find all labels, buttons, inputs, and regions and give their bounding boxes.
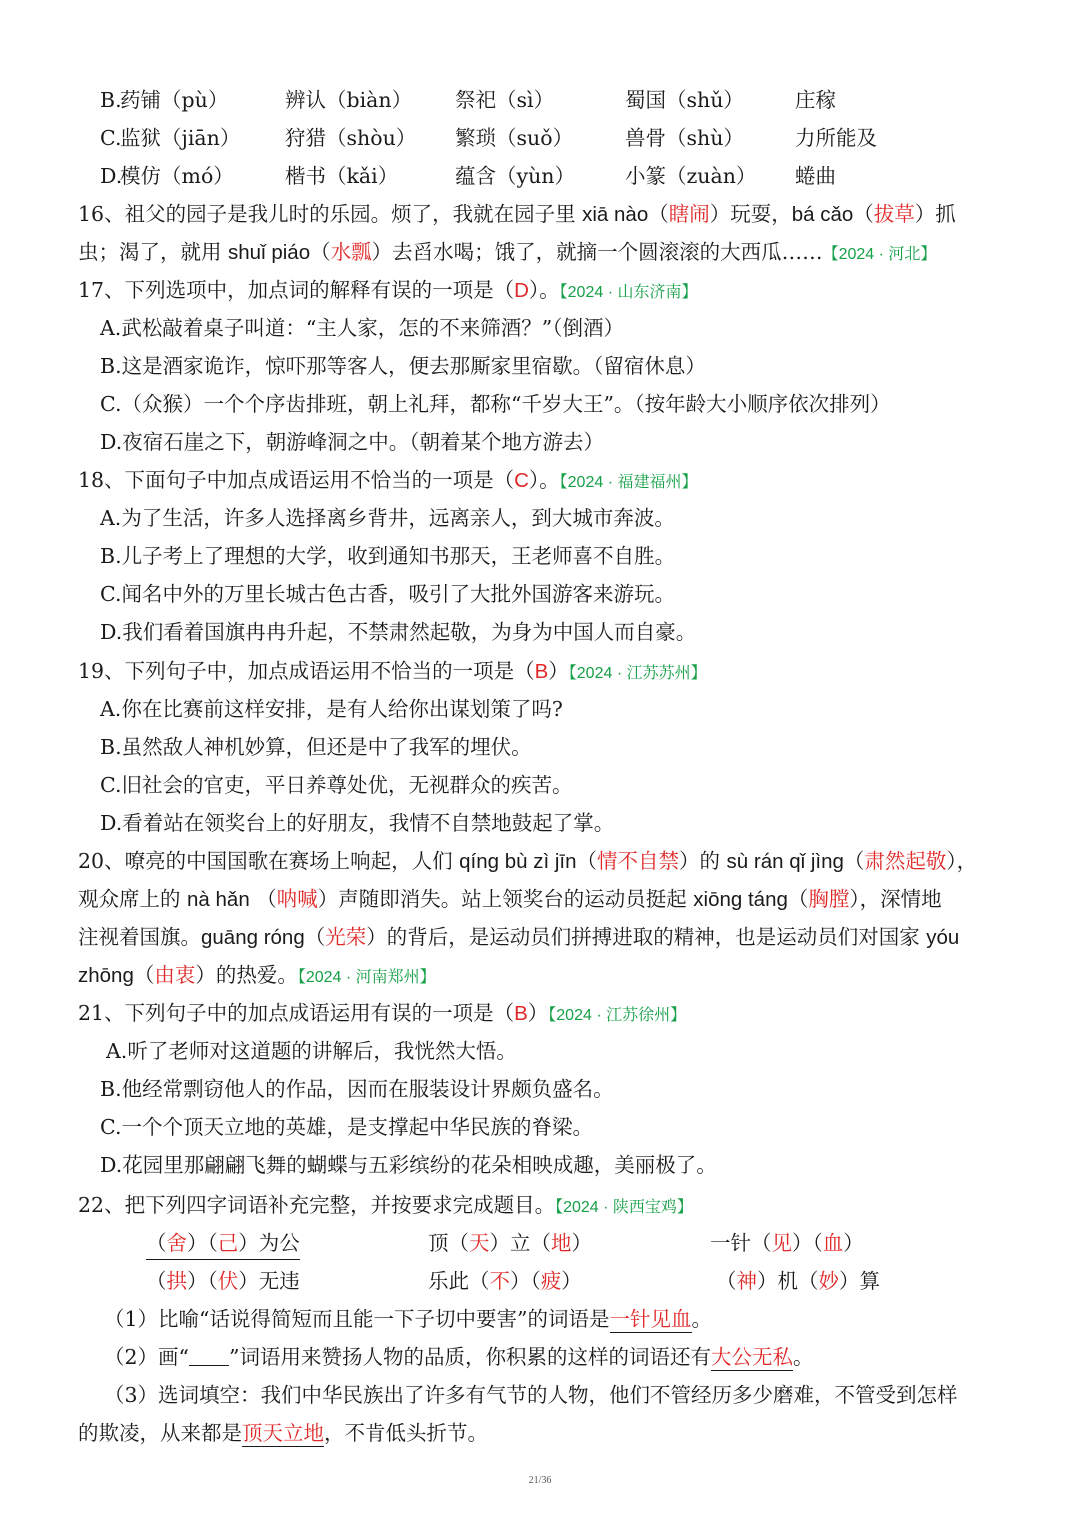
q22-sub-1-answer: 一针见血 — [609, 1307, 692, 1331]
q19-option-a: A.你在比赛前这样安排，是有人给你出谋划策了吗? — [100, 697, 563, 721]
q20-line-1: 20、嘹亮的中国国歌在赛场上响起，人们 qíng bù zì jīn（情不自禁）的 sù rán qǐ jìng（肃然起敬）， — [78, 849, 978, 873]
q21-answer: B — [514, 1002, 528, 1025]
q22-idiom-1: （舍）（己）为公 — [146, 1228, 300, 1260]
q17-source-tag: 【2024 · 山东济南】 — [559, 284, 698, 301]
q17-option-b: B.这是酒家诡诈，惊吓那等客人，便去那厮家里宿歇。（留宿休息） — [100, 354, 706, 378]
q16-answer-3: 水瓢 — [330, 240, 372, 264]
q22-source-tag: 【2024 · 陕西宝鸡】 — [555, 1199, 693, 1216]
q18-option-c: C.闻名中外的万里长城古色古香，吸引了大批外国游客来游玩。 — [100, 582, 675, 606]
q20-answer-3: 呐喊 — [276, 887, 318, 911]
q22-sub-1: （1）比喻“话说得简短而且能一下子切中要害”的词语是一针见血。 — [104, 1307, 713, 1331]
q22-sub-3-answer: 顶天立地 — [242, 1421, 324, 1445]
q22-sub-2: （2）画“ ”词语用来赞扬人物的品质，你积累的这样的词语还有大公无私。 — [104, 1345, 814, 1369]
q20-source-tag: 【2024 · 河南郑州】 — [297, 969, 436, 986]
q19-option-c: C.旧社会的官吏，平日养尊处优，无视群众的疾苦。 — [100, 773, 573, 797]
q21-option-a: A.听了老师对这道题的讲解后，我恍然大悟。 — [106, 1039, 517, 1063]
q21-option-c: C.一个个顶天立地的英雄，是支撑起中华民族的脊梁。 — [100, 1115, 593, 1139]
q20-line-4: zhōng（由衷）的热爱。【2024 · 河南郑州】 — [78, 963, 436, 987]
q19-option-b: B.虽然敌人神机妙算，但还是中了我军的埋伏。 — [100, 735, 532, 759]
q18-option-d: D.我们看着国旗冉冉升起，不禁肃然起敬，为身为中国人而自豪。 — [100, 620, 697, 644]
q22-idiom-4: （拱）（伏）无违 — [146, 1269, 300, 1293]
q16-line-2: 虫；渴了，就用 shuǐ piáo（水瓢）去舀水喝；饿了，就摘一个圆滚滚的大西瓜……【2024 · 河北】 — [78, 240, 937, 264]
q21-stem: 21、下列句子中的加点成语运用有误的一项是（B）【2024 · 江苏徐州】 — [78, 1001, 687, 1025]
q19-option-d: D.看着站在领奖台上的好朋友，我情不自禁地鼓起了掌。 — [100, 811, 615, 835]
q17-option-a: A.武松敲着桌子叫道：“主人家，怎的不来筛酒？”（倒酒） — [100, 316, 625, 340]
q21-option-b: B.他经常剽窃他人的作品，因而在服装设计界颇负盛名。 — [100, 1077, 614, 1101]
q22-stem: 22、把下列四字词语补充完整，并按要求完成题目。【2024 · 陕西宝鸡】 — [78, 1193, 693, 1217]
q17-option-c: C.（众猴）一个个序齿排班，朝上礼拜，都称“千岁大王”。（按年龄大小顺序依次排列） — [100, 392, 891, 416]
q17-stem: 17、下列选项中，加点词的解释有误的一项是（D）。【2024 · 山东济南】 — [78, 278, 698, 302]
q22-idiom-6: （神）机（妙）算 — [716, 1269, 880, 1293]
q20-line-2: 观众席上的 nà hǎn （呐喊）声随即消失。站上领奖台的运动员挺起 xiōng táng（胸膛），深情地 — [78, 887, 942, 911]
q22-sub-2-answer: 大公无私 — [711, 1345, 794, 1369]
q19-source-tag: 【2024 · 江苏苏州】 — [568, 665, 707, 682]
q21-source-tag: 【2024 · 江苏徐州】 — [548, 1007, 687, 1024]
q16-answer-2: 拔草 — [873, 202, 915, 226]
q22-idiom-5: 乐此（不）（疲） — [428, 1269, 582, 1293]
q19-answer: B — [534, 660, 549, 683]
q18-stem: 18、下面句子中加点成语运用不恰当的一项是（C）。【2024 · 福建福州】 — [78, 468, 698, 492]
q22-sub-3-line-1: （3）选词填空：我们中华民族出了许多有气节的人物，他们不管经历多少磨难，不管受到怎样 — [104, 1383, 958, 1407]
q21-option-d: D.花园里那翩翩飞舞的蝴蝶与五彩缤纷的花朵相映成趣，美丽极了。 — [100, 1153, 717, 1177]
q22-idiom-3: 一针（见）（血） — [710, 1231, 864, 1255]
q18-option-a: A.为了生活，许多人选择离乡背井，远离亲人，到大城市奔波。 — [100, 506, 675, 530]
q17-answer: D — [514, 279, 529, 302]
q20-line-3: 注视着国旗。guāng róng（光荣）的背后，是运动员们拼搏进取的精神，也是运动员们对国家 yóu — [78, 925, 960, 949]
q20-answer-2: 肃然起敬 — [864, 849, 947, 873]
q22-sub-3-line-2: 的欺凌，从来都是顶天立地，不肯低头折节。 — [78, 1421, 488, 1445]
q18-option-b: B.儿子考上了理想的大学，收到通知书那天，王老师喜不自胜。 — [100, 544, 676, 568]
q20-answer-6: 由衷 — [154, 963, 196, 987]
underline-sample — [189, 1345, 229, 1366]
q16-line-1: 16、祖父的园子是我儿时的乐园。烦了，我就在园子里 xiā nào（瞎闹）玩耍，bá cǎo（拔草）抓 — [78, 202, 956, 226]
q16-source-tag: 【2024 · 河北】 — [822, 246, 937, 263]
worksheet-page: B. 药铺（pù） 辨认（biàn） 祭祀（sì） 蜀国（shǔ） 庄稼 C. 监狱（jiān） 狩猎（shòu） 繁琐（suǒ） 兽骨（shù） 力所能及 D. 模仿（mó） 楷书（kǎi） 蕴含（yùn） 小篆（zuàn） 蜷曲 16、祖父的园子是我儿时的乐园。烦了，我就在园子里 xiā nào（瞎闹）玩耍，bá cǎo（拔草）抓 虫；渴了，就用 shuǐ piáo（水瓢）去舀水喝；饿了，就摘一个圆滚滚的大西瓜……【2024 · 河北】 17、下列选项中，加点词的解释有误的一项是（D）。【2024 · 山东济南】 A.武松敲着桌子叫道：“主人家，怎的不来筛酒？”（倒酒） B.这是酒家诡诈，惊吓那等客人，便去那厮家里宿歇。（留宿休息） C.（众猴）一个个序齿排班，朝上礼拜，都称“千岁大王”。（按年龄大小顺序依次排列） D.夜宿石崖之下，朝游峰洞之中。（朝着某个地方游去） 18、下面句子中加点成语运用不恰当的一项是（C）。【2024 · 福建福州】 A.为了生活，许多人选择离乡背井，远离亲人，到大城市奔波。 B.儿子考上了理想的大学，收到通知书那天，王老师喜不自胜。 C.闻名中外的万里长城古色古香，吸引了大批外国游客来游玩。 D.我们看着国旗冉冉升起，不禁肃然起敬，为身为中国人而自豪。 19、下列句子中，加点成语运用不恰当的一项是（B）【2024 · 江苏苏州】 A.你在比赛前这样安排，是有人给你出谋划策了吗? B.虽然敌人神机妙算，但还是中了我军的埋伏。 C.旧社会的官吏，平日养尊处优，无视群众的疾苦。 D.看着站在领奖台上的好朋友，我情不自禁地鼓起了掌。 20、嘹亮的中国国歌在赛场上响起，人们 qíng bù zì jīn（情不自禁）的 sù rán qǐ jìng（肃然起敬）， 观众席上的 nà hǎn （呐喊）声随即消失。站上领奖台的运动员挺起 xiōng táng（胸膛），深情地 注视着国旗。guāng róng（光荣）的背后，是运动员们拼搏进取的精神，也是运动员们对国家 yóu zhōng（由衷）的热爱。【2024 · 河南郑州】 21、下列句子中的加点成语运用有误的一项是（B）【2024 · 江苏徐州】 A.听了老师对这道题的讲解后，我恍然大悟。 B.他经常剽窃他人的作品，因而在服装设计界颇负盛名。 C.一个个顶天立地的英雄，是支撑起中华民族的脊梁。 D.花园里那翩翩飞舞的蝴蝶与五彩缤纷的花朵相映成趣，美丽极了。 22、把下列四字词语补充完整，并按要求完成题目。【2024 · 陕西宝鸡】 （舍）（己）为公 顶（天）立（地） 一针（见）（血） （拱）（伏）无违 乐此（不）（疲） （神）机（妙）算 （1）比喻“话说得简短而且能一下子切中要害”的词语是一针见血。 （2）画“ ”词语用来赞扬人物的品质，你积累的这样的词语还有大公无私。 （3）选词填空：我们中华民族出了许多有气节的人物，他们不管经历多少磨难，不管受到怎样 的欺凌，从来都是顶天立地，不肯低头折节。 21/36 — [0, 0, 1080, 1527]
q20-answer-1: 情不自禁 — [597, 849, 679, 873]
q22-idiom-2: 顶（天）立（地） — [428, 1231, 592, 1255]
page-number: 21/36 — [528, 1475, 552, 1486]
q20-answer-4: 胸膛 — [808, 887, 850, 911]
q17-option-d: D.夜宿石崖之下，朝游峰洞之中。（朝着某个地方游去） — [100, 430, 604, 454]
q16-answer-1: 瞎闹 — [668, 202, 710, 226]
q19-stem: 19、下列句子中，加点成语运用不恰当的一项是（B）【2024 · 江苏苏州】 — [78, 659, 707, 683]
q18-answer: C — [514, 469, 529, 492]
q20-answer-5: 光荣 — [325, 925, 367, 949]
q18-source-tag: 【2024 · 福建福州】 — [559, 474, 698, 491]
